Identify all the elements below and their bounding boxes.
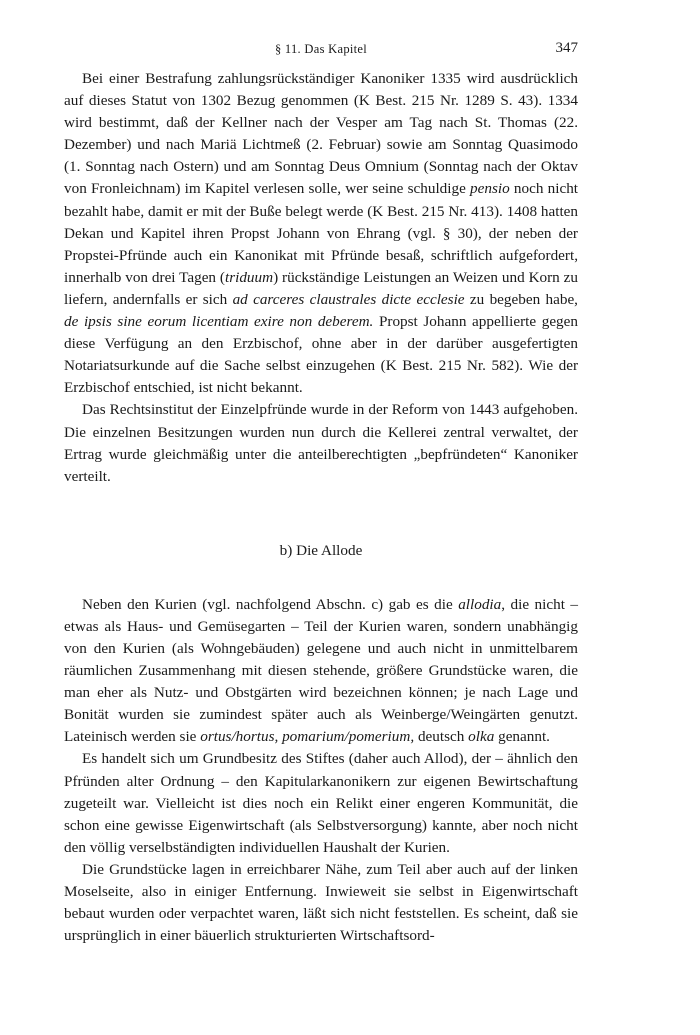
text-run: zu begeben habe,	[464, 290, 578, 308]
body-text	[64, 68, 578, 947]
paragraph-location	[64, 859, 578, 947]
paragraph-landholding	[64, 748, 578, 858]
book-page	[64, 40, 578, 947]
text-run: Die Grundstücke lagen in erreichbarer Nähe, zum Teil aber auch auf der linken Moselseite, also in einiger Entfernung. Inwieweit sie selbst in Eigenwirtschaft bebaut wurden oder verpachtet waren, läßt sich nicht feststellen. Es scheint, daß sie ursprünglich in einer bäuerlich strukturierten Wirtschaftsord-	[64, 860, 578, 945]
italic-term: pensio	[470, 180, 510, 198]
text-run: Neben den Kurien (vgl. nachfolgend Abschn. c) gab es die	[82, 595, 459, 613]
italic-term: allodia	[458, 595, 502, 613]
section-heading: b) Die Allode	[279, 541, 363, 559]
paragraph-reform-1443	[64, 399, 578, 487]
text-run: Bei einer Bestrafung zahlungsrückständiger Kanoniker 1335 wird ausdrücklich auf dieses Statut von 1302 Bezug genommen (K Best. 215 Nr. 1289 S. 43). 1334 wird bestimmt, daß der Kellner nach der Vesper am Tag nach St. Thomas (22. Dezember) und nach Mariä Lichtmeß (2. Februar) sowie am Sonntag Quasimodo (1. Sonntag nach Ostern) und am Sonntag Deus Omnium (Sonntag nach der Oktav von Fronleichnam) im Kapitel verlesen solle, wer seine schuldige	[64, 70, 578, 198]
text-run: ) rückständige Leistungen an Weizen und Korn zu liefern, andernfalls er sich	[64, 268, 579, 308]
paragraph-statute-penalties	[64, 68, 578, 399]
text-run: genannt.	[494, 728, 550, 746]
text-run: Das Rechtsinstitut der Einzelpfründe wurde in der Reform von 1443 aufgehoben. Die einzelnen Besitzungen wurden nun durch die Kellerei zentral verwaltet, der Ertrag wurde gleichmäßig unter die anteilberechtigten „bepfründeten“ Kanoniker verteilt.	[64, 401, 578, 485]
page-number: 347	[555, 40, 578, 56]
text-run: deutsch	[414, 728, 469, 746]
text-run: noch nicht bezahlt habe, damit er mit der Buße belegt werde (K Best. 215 Nr. 413). 1408 hatten Dekan und Kapitel ihren Propst Johann von Ehrang (vgl. § 30), der neben der Propstei-Pfründe auch ein Kanonikat mit Pfründe besaß, schriftlich aufgefordert, innerhalb von drei Tagen (	[64, 180, 579, 286]
text-run: , die nicht – etwas als Haus- und Gemüsegarten – Teil der Kurien waren, sondern unabhängig von den Kurien (als Wohngebäuden) gelegene und auch nicht in unmittelbarem räumlichen Zusammenhang mit diesen stehende, größere Grundstücke waren, die man eher als Nutz- und Obstgärten wird bezeichnen können; je nach Lage und Bonität wurden sie zumindest später auch als Weinberge/Weingärten genutzt. Lateinisch werden sie	[64, 595, 578, 746]
italic-term: olka	[468, 728, 495, 746]
italic-term: ad carceres claustrales dicte ecclesie	[232, 290, 465, 308]
paragraph-allodia-definition	[64, 594, 578, 749]
running-head	[64, 40, 578, 62]
italic-term: de ipsis sine eorum licentiam exire non deberem.	[64, 313, 374, 331]
text-run: Es handelt sich um Grundbesitz des Stiftes (daher auch Allod), der – ähnlich den Pfründen alter Ordnung – den Kapitularkanonikern zur eigenen Bewirtschaftung zugeteilt war. Vielleicht ist dies noch ein Relikt einer engeren Kommunität, die schon eine gewisse Eigenwirtschaft (als Selbstversorgung) kannte, aber noch nicht den völlig verselbständigten individuellen Haushalt der Kurien.	[64, 750, 578, 856]
italic-term: ortus/hortus, pomarium/pomerium,	[200, 728, 415, 746]
running-head-title: § 11. Das Kapitel	[274, 42, 368, 56]
italic-term: triduum	[224, 268, 274, 286]
text-run: Propst Johann appellierte gegen diese Verfügung an den Erzbischof, ohne aber in der darüber ausgefertigten Notariatsurkunde auf die Sache selbst einzugehen (K Best. 215 Nr. 582). Wie der Erzbischof entschied, ist nicht bekannt.	[64, 313, 578, 397]
